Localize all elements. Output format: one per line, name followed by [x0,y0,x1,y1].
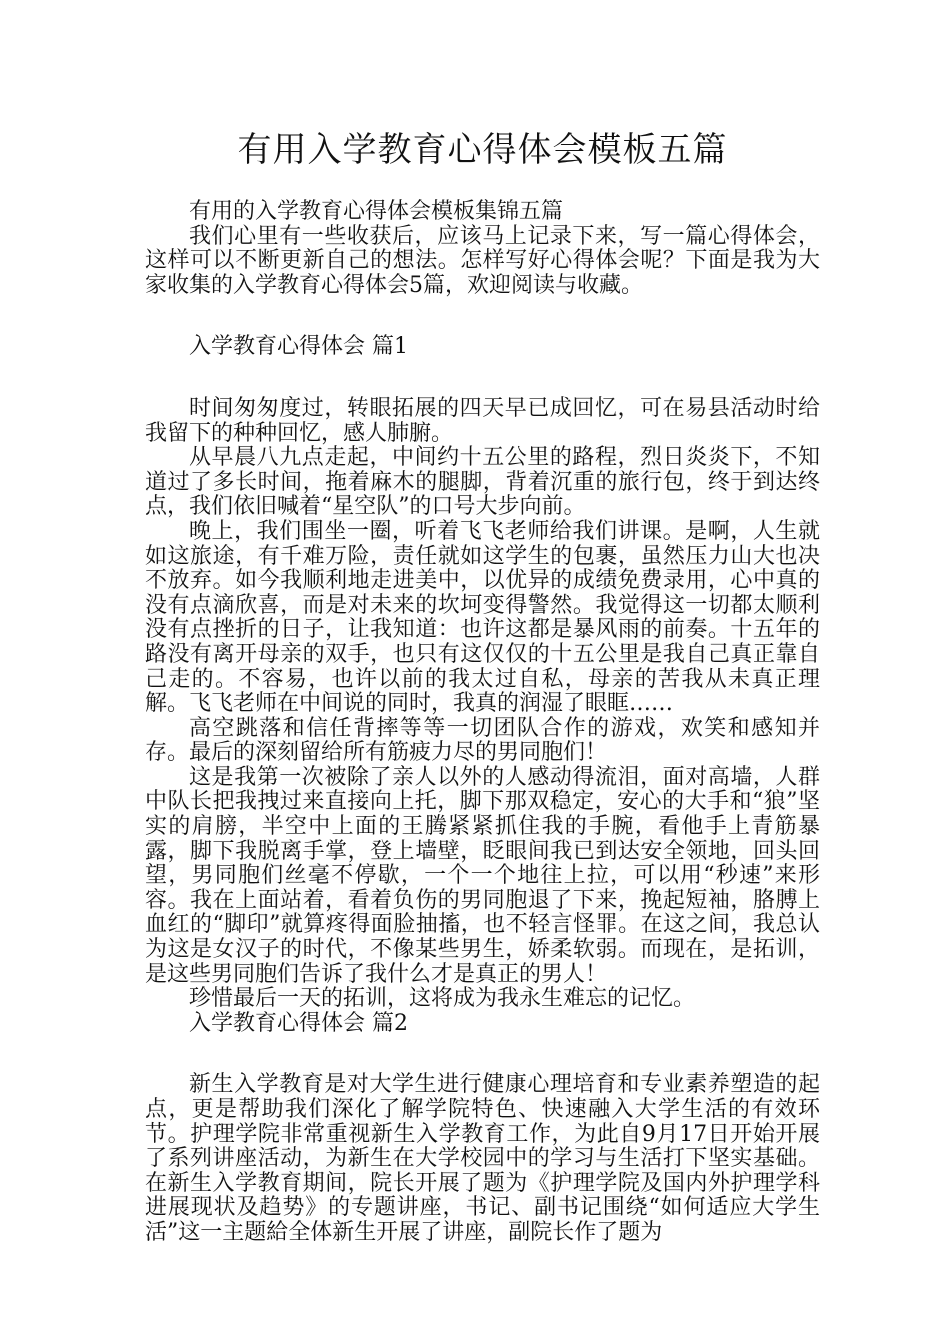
document-page [145,120,820,1246]
section-1-paragraph: 高空跳落和信任背摔等等一切团队合作的游戏，欢笑和感知并存。最后的深刻留给所有筋疲力尽的男同胞们！ [145,715,820,766]
section-1-paragraph: 时间匆匆度过，转眼拓展的四天早已成回忆，可在易县活动时给我留下的种种回忆，感人肺腑。 [145,395,820,446]
document-subtitle: 有用的入学教育心得体会模板集锦五篇 [189,199,564,224]
document-title: 有用入学教育心得体会模板五篇 [237,130,728,170]
section-1-heading: 入学教育心得体会 篇1 [189,334,408,360]
section-1-paragraph: 从早晨八九点走起，中间约十五公里的路程，烈日炎炎下，不知道过了多长时间，拖着麻木的腿脚，背着沉重的旅行包，终于到达终点，我们依旧喊着“星空队”的口号大步向前。 [145,445,820,520]
spacer [145,298,820,335]
document-body [145,200,820,1246]
section-1-paragraph: 这是我第一次被除了亲人以外的人感动得流泪，面对高墙，人群中队长把我拽过来直接向上托，脚下那双稳定，安心的大手和“狼”坚实的肩膀，半空中上面的王腾紧紧抓住我的手腕，看他手上青筋暴露，脚下我脱离手掌，登上墙壁，眨眼间我已到达安全领地，回头回望，男同胞们丝毫不停歇，一个一个地往上拉，可以用“秒速”来形容。我在上面站着，看着负伤的男同胞退了下来，挽起短袖，胳膊上血红的“脚印”就算疼得面脸抽搐，也不轻言怪罪。在这之间，我总认为这是女汉子的时代，不像某些男生，娇柔软弱。而现在，是拓训，是这些男同胞们告诉了我什么才是真正的男人！ [145,764,820,987]
section-1-paragraph: 珍惜最后一天的拓训，这将成为我永生难忘的记忆。 [189,986,696,1012]
spacer [145,360,820,397]
section-2-paragraph: 新生入学教育是对大学生进行健康心理培育和专业素养塑造的起点，更是帮助我们深化了解学院特色、快速融入大学生活的有效环节。护理学院非常重视新生入学教育工作，为此自9月17日开始开展了系列讲座活动，为新生在大学校园中的学习与生活打下坚实基础。在新生入学教育期间，院长开展了题为《护理学院及国内外护理学科进展现状及趋势》的专题讲座，书记、副书记围绕“如何适应大学生活”这一主题給全体新生开展了讲座，副院长作了题为 [145,1072,820,1245]
spacer [145,1036,820,1073]
section-1-paragraph: 晚上，我们围坐一圈，听着飞飞老师给我们讲课。是啊，人生就如这旅途，有千难万险，责任就如这学生的包裹，虽然压力山大也决不放弃。如今我顺利地走进美中，以优异的成绩免费录用，心中真的没有点滴欣喜，而是对未来的坎坷变得警然。我觉得这一切都太顺利没有点挫折的日子，让我知道：也许这都是暴风雨的前奏。十五年的路没有离开母亲的双手，也只有这仅仅的十五公里是我自己真正靠自己走的。不容易，也许以前的我太过自私，母亲的苦我从未真正理解。飞飞老师在中间说的同时，我真的润湿了眼眶…… [145,518,820,717]
section-2-heading: 入学教育心得体会 篇2 [189,1010,408,1036]
intro-paragraph: 我们心里有一些收获后，应该马上记录下来，写一篇心得体会，这样可以不断更新自己的想法。怎样写好心得体会呢？下面是我为大家收集的入学教育心得体会5篇，欢迎阅读与收藏。 [145,223,820,298]
